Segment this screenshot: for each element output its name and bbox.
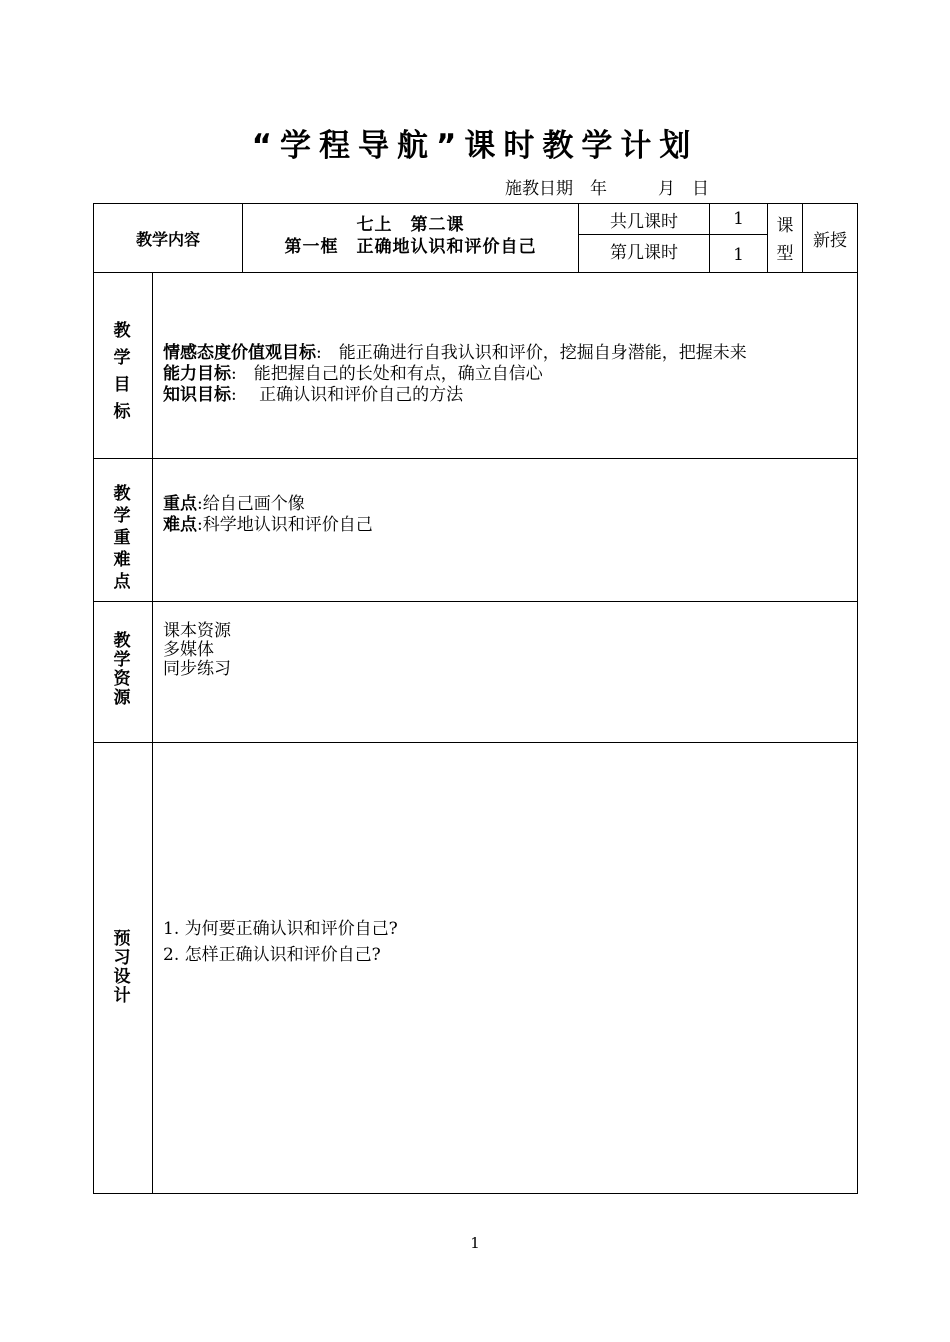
period-number-label: 第几课时 (610, 242, 678, 263)
preview-question: 1. 为何要正确认识和评价自己? (163, 919, 398, 939)
goals-label-char: 目 (113, 375, 131, 395)
difficulty-label: 难点 (163, 515, 197, 535)
goals-label-char: 标 (113, 402, 131, 422)
keypoints-label-char: 学 (113, 506, 131, 526)
table-border-right (857, 203, 858, 1194)
table-border-left (93, 203, 94, 1194)
table-border-bottom (93, 1193, 858, 1194)
table-row-divider-resources (93, 742, 858, 743)
keypoint-label: 重点 (163, 494, 197, 514)
keypoints-label-char: 重 (113, 528, 131, 548)
lesson-title-line2: 第一框 正确地认识和评价自己 (284, 237, 537, 257)
table-row-divider-keypoints (93, 601, 858, 602)
difficulty-line (163, 515, 373, 536)
lesson-type-label-part1: 课 (776, 216, 794, 236)
resource-item: 多媒体 (163, 640, 214, 660)
goals-label-char: 学 (113, 348, 131, 368)
resource-item: 同步练习 (163, 659, 231, 679)
label-column-divider (152, 272, 153, 1194)
goal-label: 能力目标 (163, 364, 231, 384)
preview-label-char: 设 (113, 967, 131, 987)
table-row-divider-goals (93, 458, 858, 459)
goals-content (163, 343, 747, 406)
keypoint-line (163, 494, 373, 515)
lesson-type-label-part2: 型 (776, 244, 794, 264)
goal-label: 情感态度价值观目标 (163, 343, 316, 363)
preview-label-char: 计 (113, 986, 131, 1006)
page-title: “学程导航”课时教学计划 (251, 128, 699, 164)
lesson-title-line1: 七上 第二课 (356, 215, 465, 235)
resources-label-char: 教 (113, 631, 131, 651)
goals-label-char: 教 (113, 321, 131, 341)
keypoints-label-char: 难 (113, 550, 131, 570)
resources-section-label (110, 632, 134, 708)
goal-line-knowledge (163, 385, 747, 406)
period-number-value: 1 (733, 245, 744, 265)
lesson-title (243, 214, 578, 258)
keypoints-section-label (110, 483, 134, 593)
resources-content (163, 622, 231, 679)
goals-section-label (110, 318, 134, 426)
preview-label-char: 习 (113, 948, 131, 968)
total-periods-value: 1 (733, 209, 744, 229)
goal-text: : 能正确进行自我认识和评价，挖掘自身潜能，把握未来 (316, 343, 747, 363)
total-periods-label: 共几课时 (610, 211, 678, 232)
resources-label-char: 源 (113, 688, 131, 708)
goal-label: 知识目标 (163, 385, 231, 405)
keypoint-text: :给自己画个像 (197, 494, 305, 514)
resource-item: 课本资源 (163, 621, 231, 641)
lesson-type-label (768, 212, 802, 268)
keypoints-label-char: 教 (113, 484, 131, 504)
goal-text: : 正确认识和评价自己的方法 (231, 385, 464, 405)
lesson-type-value: 新授 (813, 230, 847, 251)
teaching-date-line: 施教日期 年 月 日 (505, 179, 709, 199)
preview-label-char: 预 (113, 929, 131, 949)
preview-question: 2. 怎样正确认识和评价自己? (163, 945, 381, 965)
page-number: 1 (470, 1234, 480, 1252)
resources-label-char: 资 (113, 669, 131, 689)
goal-line-emotion (163, 343, 747, 364)
difficulty-text: :科学地认识和评价自己 (197, 515, 373, 535)
goal-line-ability (163, 364, 747, 385)
preview-content (163, 916, 398, 968)
teaching-content-label: 教学内容 (135, 229, 200, 249)
table-row-divider-header (93, 272, 858, 273)
keypoints-label-char: 点 (113, 572, 131, 592)
resources-label-char: 学 (113, 650, 131, 670)
preview-section-label (110, 930, 134, 1006)
keypoints-content (163, 494, 373, 536)
goal-text: : 能把握自己的长处和有点，确立自信心 (231, 364, 543, 384)
